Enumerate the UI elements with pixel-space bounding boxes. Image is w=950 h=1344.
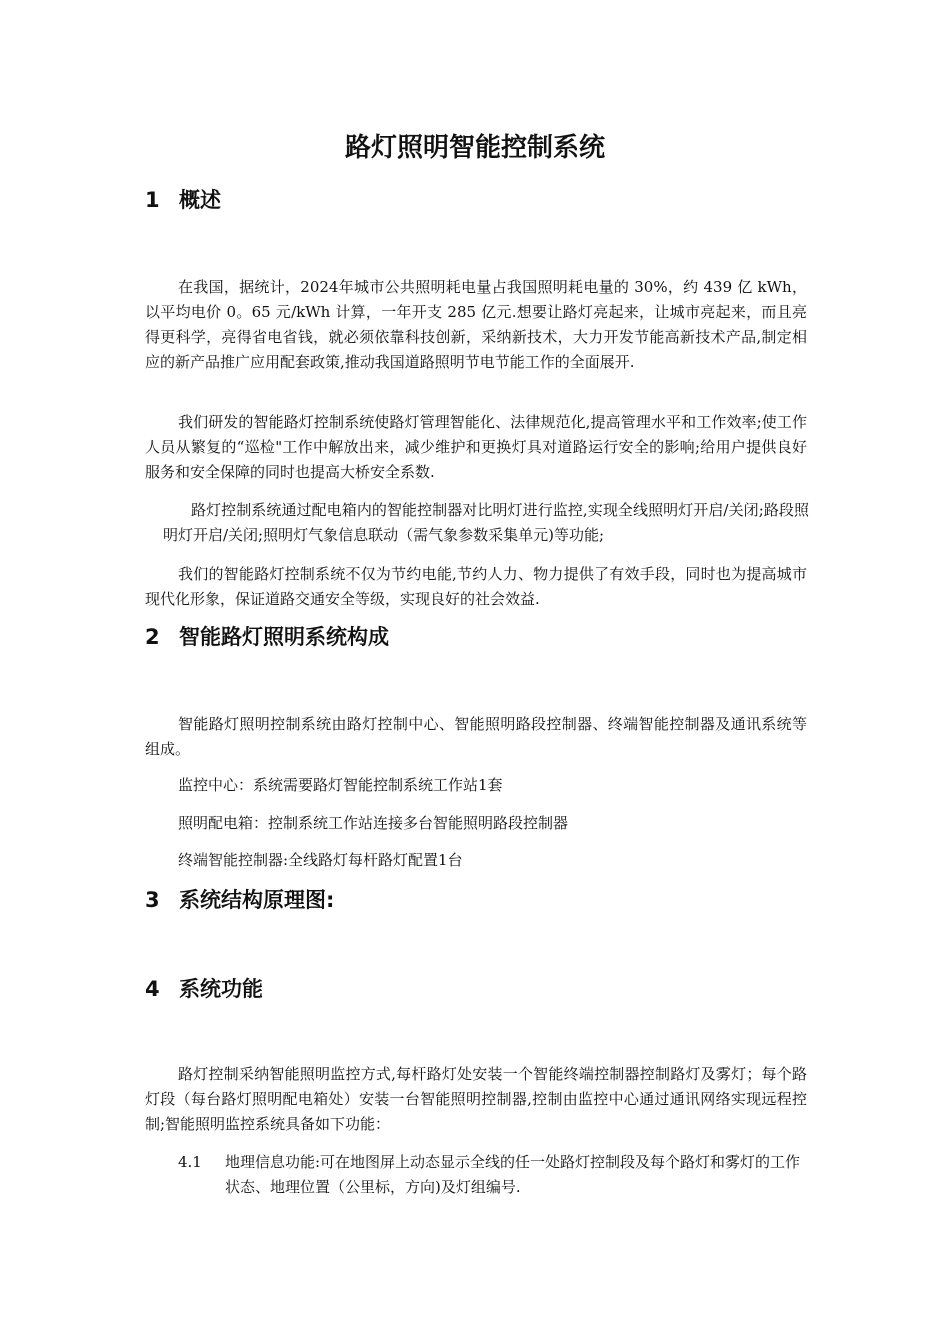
list-line: 终端智能控制器:全线路灯每杆路灯配置1台 [178, 851, 463, 869]
section-number: 2 [145, 625, 160, 649]
list-item [178, 1150, 808, 1200]
section-heading-structure-diagram [145, 885, 334, 915]
list-line: 照明配电箱：控制系统工作站连接多台智能照明路段控制器 [178, 814, 569, 832]
section-heading-functions [145, 974, 263, 1004]
section-number: 4 [145, 977, 160, 1001]
document-title: 路灯照明智能控制系统 [344, 133, 605, 163]
section-heading-overview [145, 185, 221, 215]
section-number: 3 [145, 888, 160, 912]
section-title: 系统结构原理图: [179, 888, 335, 912]
section-heading-composition [145, 622, 389, 652]
paragraph: 路灯控制采纳智能照明监控方式,每杆路灯处安装一个智能终端控制器控制路灯及雾灯；每个路灯段（每台路灯照明配电箱处）安装一台智能照明控制器,控制由监控中心通过通讯网络实现远程控制;智能照明监控系统具备如下功能： [145, 1065, 807, 1133]
paragraph: 路灯控制系统通过配电箱内的智能控制器对比明灯进行监控,实现全线照明灯开启/关闭;路段照明灯开启/关闭;照明灯气象信息联动（需气象参数采集单元)等功能; [163, 501, 809, 544]
section-title: 智能路灯照明系统构成 [179, 625, 389, 649]
paragraph: 智能路灯照明控制系统由路灯控制中心、智能照明路段控制器、终端智能控制器及通讯系统等组成。 [145, 715, 807, 758]
paragraph: 我们研发的智能路灯控制系统使路灯管理智能化、法律规范化,提高管理水平和工作效率;使工作人员从繁复的“巡检"工作中解放出来，减少维护和更换灯具对道路运行安全的影响;给用户提供良好服务和安全保障的同时也提高大桥安全系数. [145, 413, 807, 481]
paragraph: 我们的智能路灯控制系统不仅为节约电能,节约人力、物力提供了有效手段，同时也为提高城市现代化形象，保证道路交通安全等级，实现良好的社会效益. [145, 565, 807, 608]
list-item-text: 地理信息功能:可在地图屏上动态显示全线的任一处路灯控制段及每个路灯和雾灯的工作状态、地理位置（公里标，方向)及灯组编号. [225, 1153, 801, 1196]
section-title: 系统功能 [179, 977, 263, 1001]
paragraph: 在我国，据统计，2024年城市公共照明耗电量占我国照明耗电量的 30%，约 439 亿 kWh，以平均电价 0。65 元/kWh 计算，一年开支 285 亿元.想要让路灯亮起来，让城市亮起来，而且亮得更科学，亮得省电省钱，就必须依靠科技创新，采纳新技术，大力开发节能高新技术产品,制定相应的新产品推广应用配套政策,推动我国道路照明节电节能工作的全面展开. [145, 278, 807, 371]
list-item-number: 4.1 [178, 1153, 202, 1171]
section-number: 1 [145, 188, 160, 212]
section-title: 概述 [179, 188, 221, 212]
list-line: 监控中心：系统需要路灯智能控制系统工作站1套 [178, 776, 503, 794]
